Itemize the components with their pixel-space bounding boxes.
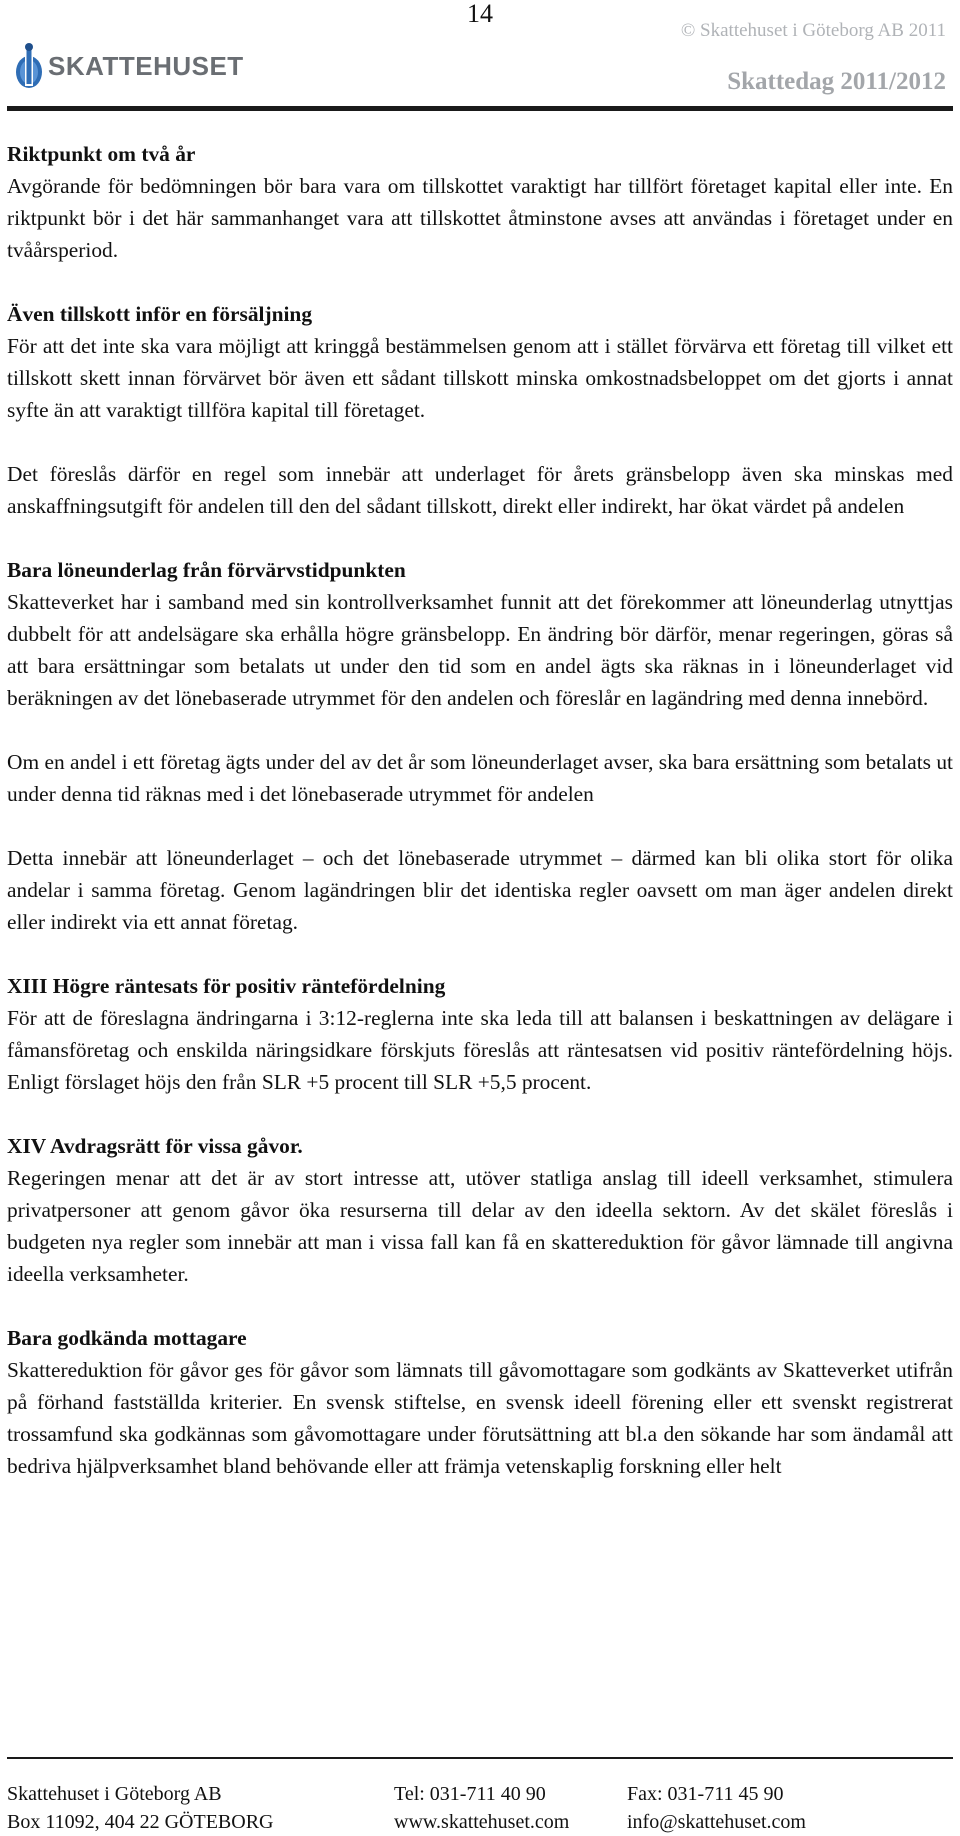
skattehuset-logo	[14, 40, 244, 92]
paragraph: Regeringen menar att det är av stort intresse att, utöver statliga anslag till ideell verksamhet, stimulera privatpersoner att genom gåvor öka resurserna till delar av den ideella sektorn. Av det skälet föreslås i budgeten nya regler som innebär att man i vissa fall kan få en skattereduktion för gåvor lämnade till angivna ideella verksamheter.	[7, 1166, 953, 1286]
footer-fax: Fax: 031-711 45 90	[627, 1783, 784, 1805]
section-riktpunkt	[7, 138, 953, 266]
paragraph: För att det inte ska vara möjligt att kringgå bestämmelsen genom att i stället förvärva ett företag till vilket ett tillskott skett innan förvärvet bör även ett sådant tillskott minska omkostnadsbeloppet om det gjorts i annat syfte än att varaktigt tillföra kapital till företaget.	[7, 334, 953, 422]
header-title: Skattedag 2011/2012	[727, 68, 946, 95]
section-heading: XIV Avdragsrätt för vissa gåvor.	[7, 1134, 303, 1158]
section-godkanda-mottagare	[7, 1322, 953, 1482]
document-body	[7, 138, 953, 1514]
footer-fax-column	[627, 1780, 806, 1836]
section-heading: Även tillskott inför en försäljning	[7, 302, 313, 326]
section-heading: Bara godkända mottagare	[7, 1326, 247, 1350]
footer-divider	[7, 1757, 953, 1759]
paragraph: Skatteverket har i samband med sin kontrollverksamhet funnit att det förekommer att löneunderlag utnyttjas dubbelt för att andelsägare ska erhålla högre gränsbelopp. En ändring bör därför, menar regeringen, göras så att bara ersättningar som betalats ut under den tid som en andel ägts ska räknas in i löneunderlaget vid beräkningen av det lönebaserade utrymmet för den andelen och föreslår en lagändring med denna innebörd.	[7, 590, 953, 710]
footer-contact-column	[394, 1780, 569, 1836]
footer-company: Skattehuset i Göteborg AB	[7, 1783, 222, 1805]
section-heading: Bara löneunderlag från förvärvstidpunkten	[7, 558, 406, 582]
section-heading: Riktpunkt om två år	[7, 142, 196, 166]
copyright-notice: © Skattehuset i Göteborg AB 2011	[680, 20, 946, 41]
logo-text: SKATTEHUSET	[48, 50, 244, 81]
footer-address: Box 11092, 404 22 GÖTEBORG	[7, 1811, 274, 1833]
paragraph: Det föreslås därför en regel som innebär att underlaget för årets gränsbelopp även ska minskas med anskaffningsutgift för andelen till den del sådant tillskott, direkt eller indirekt, har ökat värdet på andelen	[7, 462, 953, 518]
footer-company-column	[7, 1780, 273, 1836]
header-divider	[7, 106, 953, 111]
footer-email-link[interactable]: info@skattehuset.com	[627, 1811, 806, 1833]
footer-web-link[interactable]: www.skattehuset.com	[394, 1811, 570, 1833]
paragraph: Avgörande för bedömningen bör bara vara om tillskottet varaktigt har tillfört företaget kapital eller inte. En riktpunkt bör i det här sammanhanget vara att tillskottet åtminstone avses att användas i företaget under en tvåårsperiod.	[7, 174, 953, 262]
footer-tel: Tel: 031-711 40 90	[394, 1783, 546, 1805]
section-loneunderlag	[7, 554, 953, 938]
paragraph: Skattereduktion för gåvor ges för gåvor som lämnats till gåvomottagare som godkänts av Skatteverket utifrån på förhand fastställda kriterier. En svensk stiftelse, en svensk ideell förening eller ett svenskt registrerat trossamfund ska godkännas som gåvomottagare under förutsättning att bl.a den sökande har som ändamål att bedriva hjälpverksamhet bland behövande eller att främja vetenskaplig forskning eller helt	[7, 1358, 953, 1478]
section-heading: XIII Högre räntesats för positiv räntefördelning	[7, 974, 446, 998]
paragraph: Detta innebär att löneunderlaget – och det lönebaserade utrymmet – därmed kan bli olika stort för olika andelar i samma företag. Genom lagändringen blir det identiska regler oavsett om man äger andelen direkt eller indirekt via ett annat företag.	[7, 846, 953, 934]
logo-emblem-icon	[14, 40, 44, 92]
section-xiv	[7, 1130, 953, 1290]
paragraph: Om en andel i ett företag ägts under del av det år som löneunderlaget avser, ska bara ersättning som betalats ut under denna tid räknas med i det lönebaserade utrymmet för andelen	[7, 750, 953, 806]
section-xiii	[7, 970, 953, 1098]
paragraph: För att de föreslagna ändringarna i 3:12-reglerna inte ska leda till att balansen i beskattningen av delägare i fåmansföretag och enskilda näringsidkare förskjuts föreslås att räntesatsen vid positiv räntefördelning höjs. Enligt förslaget höjs den från SLR +5 procent till SLR +5,5 procent.	[7, 1006, 953, 1094]
page-number: 14	[467, 0, 493, 28]
section-aven-tillskott	[7, 298, 953, 522]
